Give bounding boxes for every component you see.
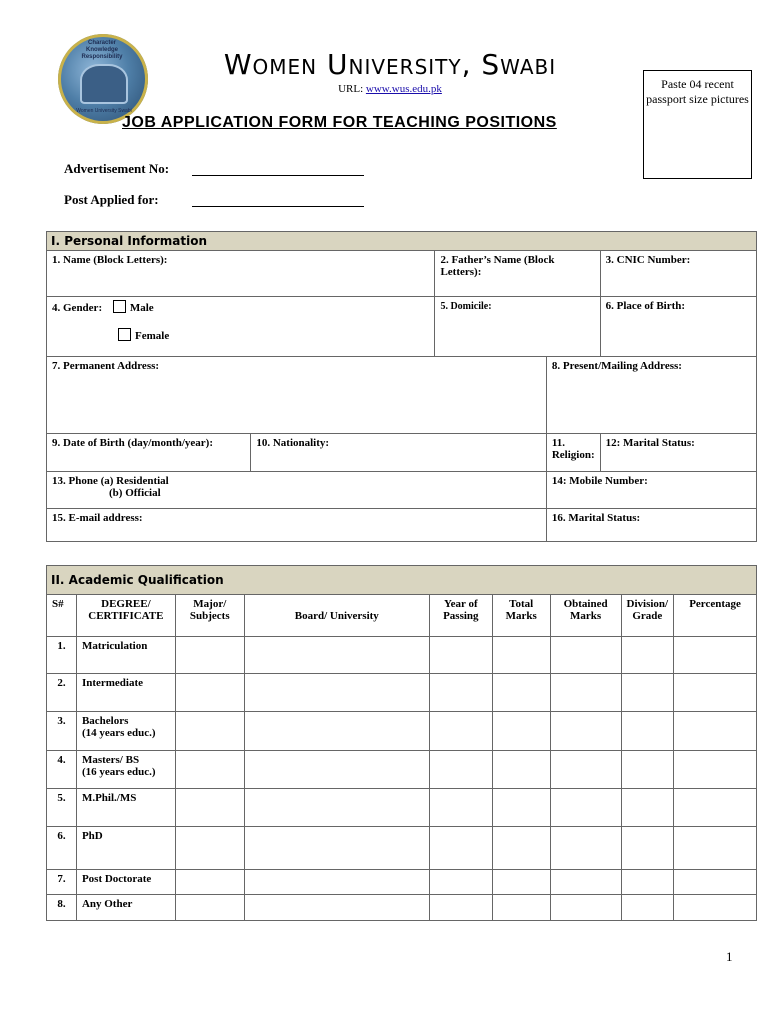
- url-label: URL:: [338, 83, 364, 95]
- col-header-obtained: Obtained Marks: [550, 595, 621, 637]
- col-header-year: Year of Passing: [429, 595, 492, 637]
- logo-ring-text: Women University Swabi: [76, 108, 132, 114]
- table-row: [47, 674, 757, 712]
- nationality-label: 10. Nationality:: [256, 437, 330, 449]
- logo-figure: [80, 64, 128, 104]
- phone-residential-label: 13. Phone (a) Residential: [52, 475, 169, 487]
- row-division-field[interactable]: [621, 637, 674, 674]
- row-degree: [76, 827, 175, 870]
- row-sn: 2.: [47, 674, 77, 712]
- row-year-field[interactable]: [429, 827, 492, 870]
- row-degree: [76, 751, 175, 789]
- row-major-field[interactable]: [175, 751, 244, 789]
- col-header-board: Board/ University: [244, 595, 429, 637]
- row-board-field[interactable]: [244, 674, 429, 712]
- row-total-field[interactable]: [492, 712, 550, 751]
- table-row: [47, 895, 757, 921]
- url-link[interactable]: www.wus.edu.pk: [365, 83, 442, 95]
- dob-field[interactable]: [47, 434, 251, 472]
- row-percentage-field[interactable]: [674, 789, 757, 827]
- personal-info-table: [46, 231, 757, 542]
- col-header-total: Total Marks: [492, 595, 550, 637]
- page-number: 1: [726, 949, 733, 964]
- present-address-label: 8. Present/Mailing Address:: [551, 360, 682, 372]
- university-seal-icon: [58, 34, 148, 124]
- row-division-field[interactable]: [621, 789, 674, 827]
- table-row: [47, 870, 757, 895]
- mobile-field[interactable]: [546, 472, 756, 509]
- permanent-address-field[interactable]: [47, 357, 547, 434]
- birth-place-label: 6. Place of Birth:: [605, 300, 686, 312]
- gender-label: 4. Gender:: [52, 302, 103, 314]
- marital-status-2-field[interactable]: [546, 509, 756, 542]
- col-header-division: Division/ Grade: [621, 595, 674, 637]
- row-degree-label: Masters/ BS: [81, 754, 140, 766]
- name-label: 1. Name (Block Letters):: [52, 254, 168, 266]
- row-obtained-field[interactable]: [550, 789, 621, 827]
- row-percentage-field[interactable]: [674, 827, 757, 870]
- cnic-label: 3. CNIC Number:: [605, 254, 691, 266]
- row-degree: [76, 712, 175, 751]
- row-major-field[interactable]: [175, 827, 244, 870]
- name-field[interactable]: [47, 251, 435, 297]
- row-percentage-field[interactable]: [674, 895, 757, 921]
- row-division-field[interactable]: [621, 712, 674, 751]
- row-degree-label: Matriculation: [81, 640, 148, 652]
- row-major-field[interactable]: [175, 870, 244, 895]
- nationality-field[interactable]: [251, 434, 547, 472]
- row-sn: 6.: [47, 827, 77, 870]
- row-division-field[interactable]: [621, 674, 674, 712]
- row-total-field[interactable]: [492, 751, 550, 789]
- academic-table: [46, 565, 757, 921]
- row-obtained-field[interactable]: [550, 712, 621, 751]
- advertisement-label: Advertisement No:: [64, 161, 170, 176]
- male-checkbox[interactable]: [113, 300, 126, 313]
- post-applied-field[interactable]: [192, 205, 364, 207]
- col-header-percentage: Percentage: [674, 595, 757, 637]
- present-address-field[interactable]: [546, 357, 756, 434]
- row-degree-label: PhD: [81, 830, 103, 842]
- birth-place-field[interactable]: [600, 297, 756, 357]
- row-major-field[interactable]: [175, 674, 244, 712]
- row-degree-label: Any Other: [81, 898, 133, 910]
- row-board-field[interactable]: [244, 751, 429, 789]
- row-degree-label: Post Doctorate: [81, 873, 152, 885]
- personal-info-heading: I. Personal Information: [47, 232, 757, 251]
- row-year-field[interactable]: [429, 895, 492, 921]
- row-year-field[interactable]: [429, 674, 492, 712]
- row-sn: 3.: [47, 712, 77, 751]
- marital-status-label: 12: Marital Status:: [605, 437, 695, 449]
- permanent-address-label: 7. Permanent Address:: [52, 360, 160, 372]
- row-year-field[interactable]: [429, 789, 492, 827]
- row-total-field[interactable]: [492, 870, 550, 895]
- advertisement-field[interactable]: [192, 174, 364, 176]
- row-division-field[interactable]: [621, 751, 674, 789]
- table-row: [47, 751, 757, 789]
- dob-label: 9. Date of Birth (day/month/year):: [52, 437, 214, 449]
- marital-status-field[interactable]: [600, 434, 756, 472]
- row-sn: 4.: [47, 751, 77, 789]
- row-total-field[interactable]: [492, 827, 550, 870]
- row-percentage-field[interactable]: [674, 751, 757, 789]
- row-year-field[interactable]: [429, 637, 492, 674]
- table-row: [47, 789, 757, 827]
- col-header-sn: S#: [47, 595, 77, 637]
- university-name: Women University, Swabi: [223, 48, 557, 81]
- row-degree: [76, 637, 175, 674]
- row-major-field[interactable]: [175, 637, 244, 674]
- email-field[interactable]: [47, 509, 547, 542]
- row-obtained-field[interactable]: [550, 827, 621, 870]
- row-degree: [76, 870, 175, 895]
- row-board-field[interactable]: [244, 827, 429, 870]
- row-obtained-field[interactable]: [550, 895, 621, 921]
- table-row: [47, 712, 757, 751]
- row-obtained-field[interactable]: [550, 870, 621, 895]
- row-total-field[interactable]: [492, 674, 550, 712]
- gender-cell: [47, 297, 435, 357]
- male-label: Male: [129, 302, 154, 314]
- row-degree-sub: (14 years educ.): [81, 727, 156, 739]
- row-major-field[interactable]: [175, 712, 244, 751]
- domicile-field[interactable]: [435, 297, 600, 357]
- religion-field[interactable]: [546, 434, 600, 472]
- row-obtained-field[interactable]: [550, 637, 621, 674]
- row-degree-label: M.Phil./MS: [81, 792, 137, 804]
- row-sn: 8.: [47, 895, 77, 921]
- female-checkbox[interactable]: [118, 328, 131, 341]
- row-sn: 5.: [47, 789, 77, 827]
- row-percentage-field[interactable]: [674, 712, 757, 751]
- table-row: [47, 637, 757, 674]
- row-board-field[interactable]: [244, 870, 429, 895]
- row-board-field[interactable]: [244, 895, 429, 921]
- row-board-field[interactable]: [244, 789, 429, 827]
- row-division-field[interactable]: [621, 827, 674, 870]
- row-total-field[interactable]: [492, 789, 550, 827]
- row-degree: [76, 789, 175, 827]
- father-name-field[interactable]: [435, 251, 600, 297]
- row-degree: [76, 674, 175, 712]
- academic-heading: II. Academic Qualification: [47, 566, 757, 595]
- marital-status-2-label: 16. Marital Status:: [551, 512, 641, 524]
- row-percentage-field[interactable]: [674, 674, 757, 712]
- row-major-field[interactable]: [175, 895, 244, 921]
- row-degree-label: Intermediate: [81, 677, 144, 689]
- female-label: Female: [135, 330, 170, 342]
- post-applied-label: Post Applied for:: [64, 192, 159, 207]
- phone-field[interactable]: [47, 472, 547, 509]
- phone-official-label: (b) Official: [109, 487, 161, 499]
- domicile-label: 5. Domicile:: [440, 301, 492, 312]
- row-sn: 1.: [47, 637, 77, 674]
- row-percentage-field[interactable]: [674, 637, 757, 674]
- row-year-field[interactable]: [429, 712, 492, 751]
- table-row: [47, 827, 757, 870]
- url-line: [170, 83, 610, 95]
- row-board-field[interactable]: [244, 637, 429, 674]
- row-percentage-field[interactable]: [674, 870, 757, 895]
- col-header-major: Major/ Subjects: [175, 595, 244, 637]
- mobile-label: 14: Mobile Number:: [551, 475, 648, 487]
- cnic-field[interactable]: [600, 251, 756, 297]
- row-division-field[interactable]: [621, 870, 674, 895]
- row-degree-label: Bachelors: [81, 715, 129, 727]
- row-total-field[interactable]: [492, 895, 550, 921]
- row-year-field[interactable]: [429, 751, 492, 789]
- row-division-field[interactable]: [621, 895, 674, 921]
- email-label: 15. E-mail address:: [52, 512, 143, 524]
- form-title: JOB APPLICATION FORM FOR TEACHING POSITIONS: [122, 114, 557, 131]
- row-board-field[interactable]: [244, 712, 429, 751]
- photo-box[interactable]: Paste 04 recent passport size pictures: [643, 70, 752, 179]
- row-obtained-field[interactable]: [550, 751, 621, 789]
- row-year-field[interactable]: [429, 870, 492, 895]
- row-total-field[interactable]: [492, 637, 550, 674]
- logo-inner-text: Character Knowledge Responsibility: [81, 40, 123, 60]
- father-name-label: 2. Father’s Name (Block Letters):: [440, 254, 555, 278]
- row-sn: 7.: [47, 870, 77, 895]
- religion-label: 11. Religion:: [551, 437, 595, 461]
- col-header-degree: DEGREE/ CERTIFICATE: [76, 595, 175, 637]
- row-major-field[interactable]: [175, 789, 244, 827]
- row-degree: [76, 895, 175, 921]
- row-obtained-field[interactable]: [550, 674, 621, 712]
- row-degree-sub: (16 years educ.): [81, 766, 156, 778]
